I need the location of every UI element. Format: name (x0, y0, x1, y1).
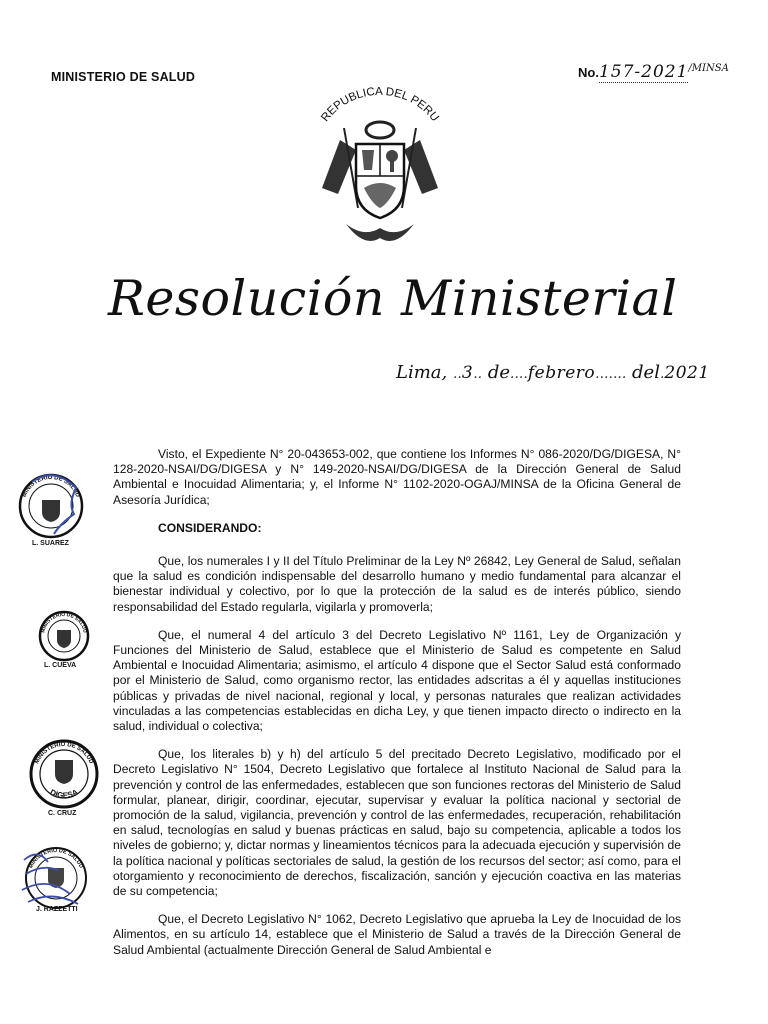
seal-caption: C. CRUZ (48, 810, 77, 817)
paragraph-considerando-4: Que, el Decreto Legislativo N° 1062, Decreto Legislativo que aprueba la Ley de Inocuidad de los Alimentos, en su artículo 14, establece que el Ministerio de Salud a través de la Dirección General de Salud Ambiental (actualmente Dirección General de Salud Ambiental e (113, 912, 681, 957)
svg-text:MINISTERIO DE SALUD: MINISTERIO DE SALUD (28, 847, 84, 870)
official-seal-stamp (14, 470, 88, 547)
ministry-name: MINISTERIO DE SALUD (51, 70, 196, 84)
paragraph-considerando-1: Que, los numerales I y II del Título Preliminar de la Ley Nº 26842, Ley General de Salud, señalan que la salud es condición indispensable del desarrollo humano y medio fundamental para alcanzar el bienestar individual y colectivo, por lo que la protección de la salud es de interés público, siendo responsabilidad del Estado regularla, vigilarla y promoverla; (113, 554, 681, 614)
handwritten-number: 157-2021 (598, 62, 689, 82)
paragraph-considerando-3: Que, los literales b) y h) del artículo 5 del precitado Decreto Legislativo, modificado por el Decreto Legislativo N° 1504, Decreto Legislativo que fortalece al Instituto Nacional de Salud para la prevención y control de las enfermedades, establecen que son funciones rectoras del Ministerio de Salud formular, planear, dirigir, coordinar, ejecutar, supervisar y evaluar la política nacional y sectorial de promoción de la salud, vigilancia, prevención y control de las enfermedades, recuperación, rehabilitación en salud, tecnologías en salud y buenas prácticas en salud, bajo su competencia, aplicable a todos los niveles de gobierno; y, dictar normas y lineamientos técnicos para la adecuada ejecución y supervisión de la política nacional y políticas sectoriales de salud, la gestión de los recursos del sector; así como, para el otorgamiento y reconocimiento de derechos, fiscalización, sanción y ejecución coactiva en las materias de su competencia; (113, 747, 681, 899)
paragraph-considerando-2: Que, el numeral 4 del artículo 3 del Decreto Legislativo Nº 1161, Ley de Organización y Funciones del Ministerio de Salud, establece que el Ministerio de Salud es competente en Salud Ambiental e Inocuidad Alimentaria; asimismo, el artículo 4 dispone que el Sector Salud está conformado por el Ministerio de Salud, como organismo rector, las entidades adscritas a él y aquellas instituciones públicas y privadas de nivel nacional, regional y local, y personas naturales que realizan actividades vinculadas a las competencias establecidas en dicha Ley, y que tienen impacto directo o indirecto en la salud, individual o colectiva; (113, 627, 681, 734)
date-day: 3 (461, 363, 474, 383)
document-title: Resolución Ministerial (108, 270, 678, 327)
official-seal-stamp (26, 736, 102, 817)
paragraph-visto: Visto, el Expediente N° 20-043653-002, que contiene los Informes N° 086-2020/DG/DIGESA, N° 128-2020-NSAI/DG/DIGESA y N° 149-2020-NSAI/DG/DIGESA de la Dirección General de Salud Ambiental e Inocuidad Alimentaria; y, el Informe N° 1102-2020-OGAJ/MINSA de la Oficina General de Asesoría Jurídica; (113, 447, 681, 507)
handwritten-suffix: /MINSA (688, 63, 729, 74)
svg-text:MINISTERIO DE SALUD: MINISTERIO DE SALUD (34, 741, 94, 765)
date-line: Lima, ..3.. de....febrero....... del.2021 (396, 362, 710, 383)
official-seal-stamp (36, 608, 92, 669)
coat-of-arms (300, 78, 460, 248)
crest-arc-text: REPUBLICA DEL PERU (319, 85, 441, 124)
document-body (113, 447, 681, 971)
resolution-number (578, 62, 729, 82)
date-year: 2021 (664, 363, 710, 383)
official-seal-stamp (18, 840, 94, 912)
svg-text:MINISTERIO DE SALUD: MINISTERIO DE SALUD (21, 474, 81, 499)
number-label: No. (578, 65, 599, 80)
seal-caption: L. CUEVA (44, 662, 77, 669)
svg-text:MINISTERIO DE SALUD: MINISTERIO DE SALUD (40, 611, 88, 634)
date-month: febrero (527, 363, 596, 383)
date-del: del (632, 362, 660, 383)
svg-text:DIGESA: DIGESA (48, 787, 80, 801)
heading-considerando: CONSIDERANDO: (158, 520, 262, 535)
seal-caption: L. SUAREZ (32, 540, 69, 547)
date-prefix: Lima, (396, 362, 448, 383)
date-de: de (487, 362, 511, 383)
seal-caption: J. RAZZETTI (36, 906, 78, 913)
